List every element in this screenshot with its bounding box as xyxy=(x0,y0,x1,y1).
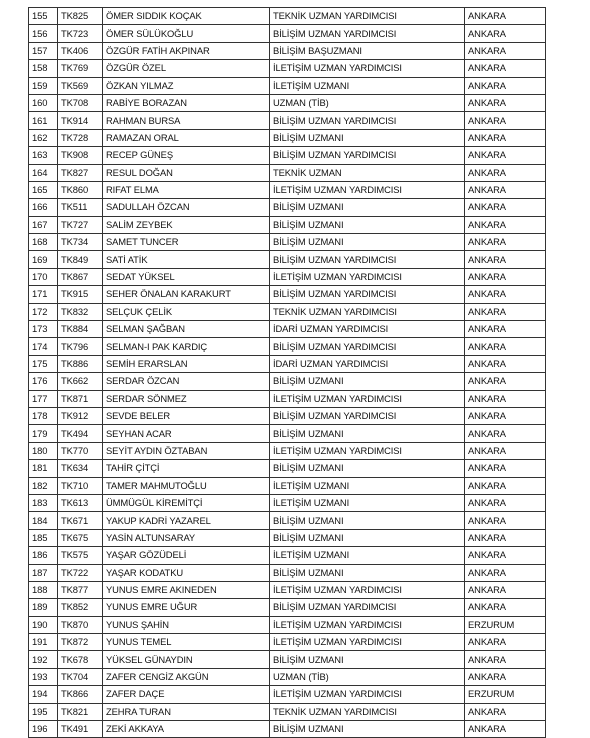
personnel-code-cell: TK569 xyxy=(58,77,103,94)
personnel-code-cell: TK722 xyxy=(58,564,103,581)
city-cell: ANKARA xyxy=(465,268,546,285)
person-name-cell: ÖZGÜR FATİH AKPINAR xyxy=(103,42,270,59)
row-number-cell: 188 xyxy=(29,581,58,598)
person-name-cell: YASİN ALTUNSARAY xyxy=(103,529,270,546)
row-number-cell: 175 xyxy=(29,355,58,372)
person-name-cell: SELMAN ŞAĞBAN xyxy=(103,321,270,338)
table-row xyxy=(29,181,546,198)
row-number-cell: 184 xyxy=(29,512,58,529)
table-row xyxy=(29,460,546,477)
city-cell: ERZURUM xyxy=(465,686,546,703)
personnel-code-cell: TK704 xyxy=(58,668,103,685)
table-row xyxy=(29,529,546,546)
personnel-code-cell: TK849 xyxy=(58,251,103,268)
personnel-code-cell: TK710 xyxy=(58,477,103,494)
personnel-code-cell: TK872 xyxy=(58,634,103,651)
table-row xyxy=(29,25,546,42)
job-title-cell: İLETİŞİM UZMANI xyxy=(270,547,465,564)
person-name-cell: SELÇUK ÇELİK xyxy=(103,303,270,320)
table-row xyxy=(29,477,546,494)
row-number-cell: 159 xyxy=(29,77,58,94)
row-number-cell: 193 xyxy=(29,668,58,685)
job-title-cell: İLETİŞİM UZMAN YARDIMCISI xyxy=(270,634,465,651)
row-number-cell: 168 xyxy=(29,234,58,251)
city-cell: ANKARA xyxy=(465,251,546,268)
personnel-code-cell: TK708 xyxy=(58,94,103,111)
personnel-code-cell: TK870 xyxy=(58,616,103,633)
personnel-code-cell: TK886 xyxy=(58,355,103,372)
table-row xyxy=(29,94,546,111)
personnel-code-cell: TK671 xyxy=(58,512,103,529)
personnel-code-cell: TK678 xyxy=(58,651,103,668)
city-cell: ANKARA xyxy=(465,234,546,251)
row-number-cell: 167 xyxy=(29,216,58,233)
personnel-code-cell: TK406 xyxy=(58,42,103,59)
city-cell: ANKARA xyxy=(465,129,546,146)
table-row xyxy=(29,547,546,564)
person-name-cell: ÖZKAN YILMAZ xyxy=(103,77,270,94)
row-number-cell: 164 xyxy=(29,164,58,181)
personnel-code-cell: TK613 xyxy=(58,494,103,511)
row-number-cell: 160 xyxy=(29,94,58,111)
row-number-cell: 187 xyxy=(29,564,58,581)
table-row xyxy=(29,286,546,303)
row-number-cell: 173 xyxy=(29,321,58,338)
row-number-cell: 174 xyxy=(29,338,58,355)
person-name-cell: YUNUS EMRE AKINEDEN xyxy=(103,581,270,598)
city-cell: ANKARA xyxy=(465,460,546,477)
city-cell: ANKARA xyxy=(465,373,546,390)
personnel-code-cell: TK662 xyxy=(58,373,103,390)
row-number-cell: 165 xyxy=(29,181,58,198)
table-row xyxy=(29,494,546,511)
table-row xyxy=(29,373,546,390)
table-row xyxy=(29,651,546,668)
person-name-cell: ÖZGÜR ÖZEL xyxy=(103,60,270,77)
person-name-cell: YAŞAR KODATKU xyxy=(103,564,270,581)
job-title-cell: BİLİŞİM UZMANI xyxy=(270,129,465,146)
personnel-code-cell: TK734 xyxy=(58,234,103,251)
table-row xyxy=(29,147,546,164)
personnel-code-cell: TK884 xyxy=(58,321,103,338)
job-title-cell: BİLİŞİM UZMANI xyxy=(270,199,465,216)
person-name-cell: YUNUS EMRE UĞUR xyxy=(103,599,270,616)
table-row xyxy=(29,321,546,338)
person-name-cell: ÜMMÜGÜL KİREMİTÇİ xyxy=(103,494,270,511)
row-number-cell: 179 xyxy=(29,425,58,442)
row-number-cell: 194 xyxy=(29,686,58,703)
person-name-cell: ZAFER CENGİZ AKGÜN xyxy=(103,668,270,685)
person-name-cell: TAMER MAHMUTOĞLU xyxy=(103,477,270,494)
city-cell: ANKARA xyxy=(465,390,546,407)
personnel-code-cell: TK860 xyxy=(58,181,103,198)
city-cell: ANKARA xyxy=(465,60,546,77)
row-number-cell: 191 xyxy=(29,634,58,651)
person-name-cell: RESUL DOĞAN xyxy=(103,164,270,181)
city-cell: ANKARA xyxy=(465,581,546,598)
job-title-cell: UZMAN (TİB) xyxy=(270,94,465,111)
city-cell: ANKARA xyxy=(465,425,546,442)
personnel-code-cell: TK675 xyxy=(58,529,103,546)
city-cell: ANKARA xyxy=(465,8,546,25)
person-name-cell: SERDAR SÖNMEZ xyxy=(103,390,270,407)
job-title-cell: İLETİŞİM UZMANI xyxy=(270,494,465,511)
job-title-cell: İLETİŞİM UZMAN YARDIMCISI xyxy=(270,686,465,703)
job-title-cell: BİLİŞİM UZMANI xyxy=(270,512,465,529)
row-number-cell: 161 xyxy=(29,112,58,129)
personnel-code-cell: TK912 xyxy=(58,407,103,424)
person-name-cell: YAŞAR GÖZÜDELİ xyxy=(103,547,270,564)
city-cell: ANKARA xyxy=(465,651,546,668)
job-title-cell: BİLİŞİM UZMAN YARDIMCISI xyxy=(270,599,465,616)
city-cell: ANKARA xyxy=(465,477,546,494)
job-title-cell: BİLİŞİM UZMANI xyxy=(270,651,465,668)
personnel-code-cell: TK825 xyxy=(58,8,103,25)
job-title-cell: İLETİŞİM UZMAN YARDIMCISI xyxy=(270,60,465,77)
city-cell: ANKARA xyxy=(465,286,546,303)
person-name-cell: SEMİH ERARSLAN xyxy=(103,355,270,372)
city-cell: ANKARA xyxy=(465,512,546,529)
row-number-cell: 162 xyxy=(29,129,58,146)
person-name-cell: TAHİR ÇİTÇİ xyxy=(103,460,270,477)
table-row xyxy=(29,616,546,633)
row-number-cell: 181 xyxy=(29,460,58,477)
row-number-cell: 169 xyxy=(29,251,58,268)
person-name-cell: RAMAZAN ORAL xyxy=(103,129,270,146)
table-row xyxy=(29,60,546,77)
table-row xyxy=(29,442,546,459)
personnel-code-cell: TK871 xyxy=(58,390,103,407)
person-name-cell: ZEHRA TURAN xyxy=(103,703,270,720)
job-title-cell: BİLİŞİM UZMAN YARDIMCISI xyxy=(270,338,465,355)
person-name-cell: YUNUS ŞAHİN xyxy=(103,616,270,633)
person-name-cell: ZAFER DAÇE xyxy=(103,686,270,703)
job-title-cell: BİLİŞİM UZMANI xyxy=(270,216,465,233)
person-name-cell: RABİYE BORAZAN xyxy=(103,94,270,111)
personnel-code-cell: TK511 xyxy=(58,199,103,216)
city-cell: ANKARA xyxy=(465,25,546,42)
table-row xyxy=(29,199,546,216)
job-title-cell: BİLİŞİM UZMANI xyxy=(270,425,465,442)
person-name-cell: ÖMER SÜLÜKOĞLU xyxy=(103,25,270,42)
city-cell: ANKARA xyxy=(465,634,546,651)
city-cell: ANKARA xyxy=(465,547,546,564)
table-row xyxy=(29,407,546,424)
person-name-cell: YAKUP KADRİ YAZAREL xyxy=(103,512,270,529)
city-cell: ANKARA xyxy=(465,494,546,511)
city-cell: ANKARA xyxy=(465,181,546,198)
row-number-cell: 190 xyxy=(29,616,58,633)
person-name-cell: SAMET TUNCER xyxy=(103,234,270,251)
personnel-code-cell: TK634 xyxy=(58,460,103,477)
row-number-cell: 157 xyxy=(29,42,58,59)
person-name-cell: SEVDE BELER xyxy=(103,407,270,424)
person-name-cell: SEYİT AYDIN ÖZTABAN xyxy=(103,442,270,459)
row-number-cell: 192 xyxy=(29,651,58,668)
table-row xyxy=(29,668,546,685)
table-row xyxy=(29,216,546,233)
city-cell: ANKARA xyxy=(465,407,546,424)
personnel-table xyxy=(28,7,546,738)
table-row xyxy=(29,8,546,25)
table-row xyxy=(29,42,546,59)
table-row xyxy=(29,268,546,285)
job-title-cell: İLETİŞİM UZMAN YARDIMCISI xyxy=(270,442,465,459)
job-title-cell: İLETİŞİM UZMAN YARDIMCISI xyxy=(270,181,465,198)
row-number-cell: 155 xyxy=(29,8,58,25)
person-name-cell: ÖMER SIDDIK KOÇAK xyxy=(103,8,270,25)
job-title-cell: BİLİŞİM UZMANI xyxy=(270,529,465,546)
row-number-cell: 186 xyxy=(29,547,58,564)
person-name-cell: SEHER ÖNALAN KARAKURT xyxy=(103,286,270,303)
city-cell: ANKARA xyxy=(465,42,546,59)
personnel-code-cell: TK723 xyxy=(58,25,103,42)
table-row xyxy=(29,564,546,581)
person-name-cell: SEYHAN ACAR xyxy=(103,425,270,442)
job-title-cell: İLETİŞİM UZMAN YARDIMCISI xyxy=(270,581,465,598)
personnel-code-cell: TK908 xyxy=(58,147,103,164)
personnel-code-cell: TK827 xyxy=(58,164,103,181)
row-number-cell: 195 xyxy=(29,703,58,720)
job-title-cell: BİLİŞİM UZMAN YARDIMCISI xyxy=(270,286,465,303)
row-number-cell: 163 xyxy=(29,147,58,164)
job-title-cell: İLETİŞİM UZMANI xyxy=(270,77,465,94)
table-row xyxy=(29,686,546,703)
table-row xyxy=(29,234,546,251)
city-cell: ANKARA xyxy=(465,112,546,129)
job-title-cell: İDARİ UZMAN YARDIMCISI xyxy=(270,321,465,338)
job-title-cell: UZMAN (TİB) xyxy=(270,668,465,685)
job-title-cell: İLETİŞİM UZMANI xyxy=(270,477,465,494)
city-cell: ANKARA xyxy=(465,529,546,546)
personnel-code-cell: TK832 xyxy=(58,303,103,320)
table-row xyxy=(29,251,546,268)
person-name-cell: ZEKİ AKKAYA xyxy=(103,721,270,738)
row-number-cell: 172 xyxy=(29,303,58,320)
row-number-cell: 182 xyxy=(29,477,58,494)
city-cell: ANKARA xyxy=(465,94,546,111)
city-cell: ANKARA xyxy=(465,77,546,94)
table-row xyxy=(29,112,546,129)
personnel-code-cell: TK494 xyxy=(58,425,103,442)
job-title-cell: BİLİŞİM UZMAN YARDIMCISI xyxy=(270,251,465,268)
personnel-code-cell: TK866 xyxy=(58,686,103,703)
person-name-cell: YUNUS TEMEL xyxy=(103,634,270,651)
personnel-code-cell: TK915 xyxy=(58,286,103,303)
city-cell: ANKARA xyxy=(465,216,546,233)
personnel-code-cell: TK491 xyxy=(58,721,103,738)
personnel-code-cell: TK727 xyxy=(58,216,103,233)
table-row xyxy=(29,721,546,738)
row-number-cell: 158 xyxy=(29,60,58,77)
personnel-code-cell: TK852 xyxy=(58,599,103,616)
job-title-cell: TEKNİK UZMAN YARDIMCISI xyxy=(270,303,465,320)
row-number-cell: 166 xyxy=(29,199,58,216)
job-title-cell: BİLİŞİM UZMANI xyxy=(270,373,465,390)
city-cell: ANKARA xyxy=(465,147,546,164)
table-row xyxy=(29,164,546,181)
job-title-cell: BİLİŞİM UZMANI xyxy=(270,564,465,581)
table-row xyxy=(29,581,546,598)
personnel-code-cell: TK877 xyxy=(58,581,103,598)
city-cell: ANKARA xyxy=(465,321,546,338)
person-name-cell: RAHMAN BURSA xyxy=(103,112,270,129)
city-cell: ANKARA xyxy=(465,303,546,320)
personnel-code-cell: TK728 xyxy=(58,129,103,146)
person-name-cell: RIFAT ELMA xyxy=(103,181,270,198)
person-name-cell: SATİ ATİK xyxy=(103,251,270,268)
job-title-cell: BİLİŞİM UZMANI xyxy=(270,234,465,251)
job-title-cell: İLETİŞİM UZMAN YARDIMCISI xyxy=(270,390,465,407)
job-title-cell: BİLİŞİM UZMAN YARDIMCISI xyxy=(270,407,465,424)
row-number-cell: 180 xyxy=(29,442,58,459)
table-row xyxy=(29,703,546,720)
city-cell: ANKARA xyxy=(465,164,546,181)
row-number-cell: 171 xyxy=(29,286,58,303)
row-number-cell: 183 xyxy=(29,494,58,511)
job-title-cell: İLETİŞİM UZMAN YARDIMCISI xyxy=(270,616,465,633)
table-row xyxy=(29,599,546,616)
city-cell: ANKARA xyxy=(465,668,546,685)
job-title-cell: BİLİŞİM UZMAN YARDIMCISI xyxy=(270,112,465,129)
job-title-cell: BİLİŞİM UZMAN YARDIMCISI xyxy=(270,147,465,164)
row-number-cell: 170 xyxy=(29,268,58,285)
job-title-cell: TEKNİK UZMAN YARDIMCISI xyxy=(270,703,465,720)
row-number-cell: 189 xyxy=(29,599,58,616)
row-number-cell: 176 xyxy=(29,373,58,390)
city-cell: ANKARA xyxy=(465,721,546,738)
person-name-cell: SEDAT YÜKSEL xyxy=(103,268,270,285)
job-title-cell: İDARİ UZMAN YARDIMCISI xyxy=(270,355,465,372)
person-name-cell: YÜKSEL GÜNAYDIN xyxy=(103,651,270,668)
row-number-cell: 156 xyxy=(29,25,58,42)
city-cell: ANKARA xyxy=(465,199,546,216)
table-row xyxy=(29,303,546,320)
person-name-cell: SERDAR ÖZCAN xyxy=(103,373,270,390)
city-cell: ANKARA xyxy=(465,442,546,459)
job-title-cell: BİLİŞİM BAŞUZMANI xyxy=(270,42,465,59)
job-title-cell: BİLİŞİM UZMANI xyxy=(270,721,465,738)
job-title-cell: BİLİŞİM UZMANI xyxy=(270,460,465,477)
person-name-cell: SELMAN-I PAK KARDIÇ xyxy=(103,338,270,355)
job-title-cell: TEKNİK UZMAN YARDIMCISI xyxy=(270,8,465,25)
table-row xyxy=(29,129,546,146)
city-cell: ANKARA xyxy=(465,599,546,616)
personnel-code-cell: TK914 xyxy=(58,112,103,129)
table-row xyxy=(29,425,546,442)
personnel-code-cell: TK770 xyxy=(58,442,103,459)
personnel-code-cell: TK575 xyxy=(58,547,103,564)
person-name-cell: SALİM ZEYBEK xyxy=(103,216,270,233)
personnel-code-cell: TK821 xyxy=(58,703,103,720)
job-title-cell: İLETİŞİM UZMAN YARDIMCISI xyxy=(270,268,465,285)
job-title-cell: BİLİŞİM UZMAN YARDIMCISI xyxy=(270,25,465,42)
table-row xyxy=(29,77,546,94)
table-row xyxy=(29,338,546,355)
city-cell: ANKARA xyxy=(465,355,546,372)
table-body xyxy=(29,8,546,738)
table-row xyxy=(29,390,546,407)
row-number-cell: 177 xyxy=(29,390,58,407)
table-row xyxy=(29,512,546,529)
city-cell: ERZURUM xyxy=(465,616,546,633)
city-cell: ANKARA xyxy=(465,703,546,720)
row-number-cell: 196 xyxy=(29,721,58,738)
table-row xyxy=(29,355,546,372)
row-number-cell: 185 xyxy=(29,529,58,546)
personnel-code-cell: TK796 xyxy=(58,338,103,355)
row-number-cell: 178 xyxy=(29,407,58,424)
person-name-cell: SADULLAH ÖZCAN xyxy=(103,199,270,216)
person-name-cell: RECEP GÜNEŞ xyxy=(103,147,270,164)
job-title-cell: TEKNİK UZMAN xyxy=(270,164,465,181)
city-cell: ANKARA xyxy=(465,564,546,581)
personnel-code-cell: TK769 xyxy=(58,60,103,77)
city-cell: ANKARA xyxy=(465,338,546,355)
table-row xyxy=(29,634,546,651)
personnel-code-cell: TK867 xyxy=(58,268,103,285)
